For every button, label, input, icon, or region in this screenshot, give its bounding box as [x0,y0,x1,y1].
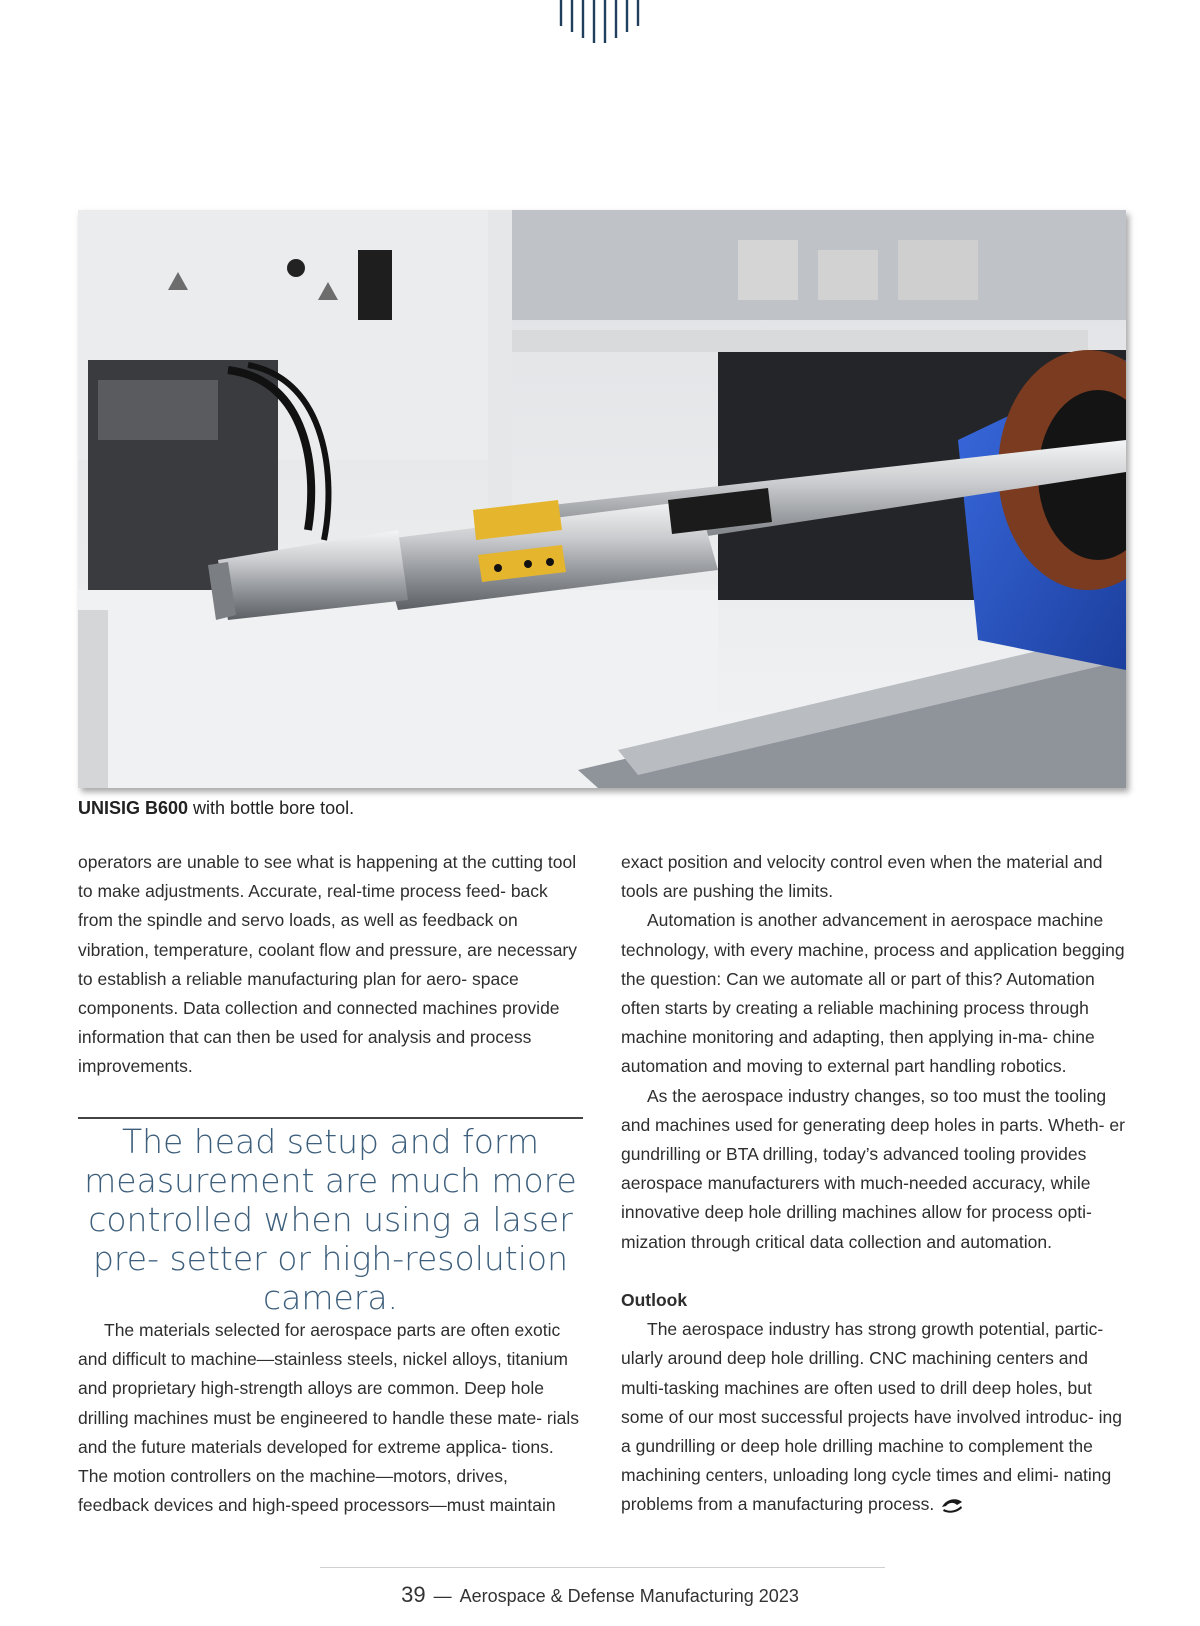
body-paragraph: As the aerospace industry changes, so too must the tooling and machines used for generating deep holes in parts. Wheth- er gundrilling or BTA drilling, today’s advanced tooling provides aerospace manufacturers with much-needed accuracy, while innovative deep hole drilling machines allow for process opti- mization through critical data collection and automation. [621,1085,1125,1252]
pull-quote-rule [78,1117,583,1119]
footer-rule [320,1567,885,1568]
body-paragraph: operators are unable to see what is happening at the cutting tool to make adjustments. Accurate, real-time process feed- back from the spindle and servo loads, as well as feedback on vibration, temperature, coolant flow and pressure, are necessary to establish a reliable manufacturing plan for aero- space components. Data collection and connected machines provide information that can then be used for analysis and process improvements. [78,852,578,1077]
body-paragraph: Automation is another advancement in aerospace machine technology, with every machine, process and application begging the question: Can we automate all or part of this? Automation often starts by creating a reliable machining process through machine monitoring and adapting, then applying in-ma- chine automation and moving to external part handling robotics. [621,910,1125,1077]
caption-model: UNISIG B600 [78,798,189,818]
right-column [621,848,1131,1520]
body-paragraph: The materials selected for aerospace parts are often exotic and difficult to machine—stainless steels, nickel alloys, titanium and proprietary high-strength alloys are common. Deep hole drilling machines must be engineered to handle these mate- rials and the future materials developed for extreme applica- tions. The motion controllers on the machine—motors, drives, feedback devices and high-speed processors—must maintain [78,1320,579,1516]
body-paragraph-text: The aerospace industry has strong growth potential, partic- ularly around deep hole drilling. CNC machining centers and multi-tasking machines are often used to drill deep holes, but some of our most successful projects have involved introduc- ing a gundrilling or deep hole drilling machine to complement the machining centers, unloading long cycle times and elimi- nating problems from a manufacturing process. [621,1319,1122,1515]
pull-quote [78,1122,583,1317]
vertical-bars-logo-icon [557,0,643,48]
deep-hole-drilling-tool-photo [78,210,1126,788]
body-paragraph: exact position and velocity control even when the material and tools are pushing the limits. [621,852,1103,902]
footer-separator: — [433,1586,452,1606]
page-footer [0,1582,1200,1608]
caption-text: with bottle bore tool. [188,798,355,818]
left-column-bottom [78,1316,583,1520]
publication-name: Aerospace & Defense Manufacturing 2023 [459,1586,799,1606]
photo-caption [78,798,354,819]
section-heading: Outlook [621,1290,688,1311]
end-of-article-icon [940,1497,964,1513]
body-paragraph-last [621,1315,1131,1519]
pull-quote-text: The head setup and form measurement are much more controlled when using a laser pre- setter or high-resolution camera. [84,1122,577,1317]
page-number: 39 [401,1582,426,1607]
left-column-top [78,848,583,1082]
